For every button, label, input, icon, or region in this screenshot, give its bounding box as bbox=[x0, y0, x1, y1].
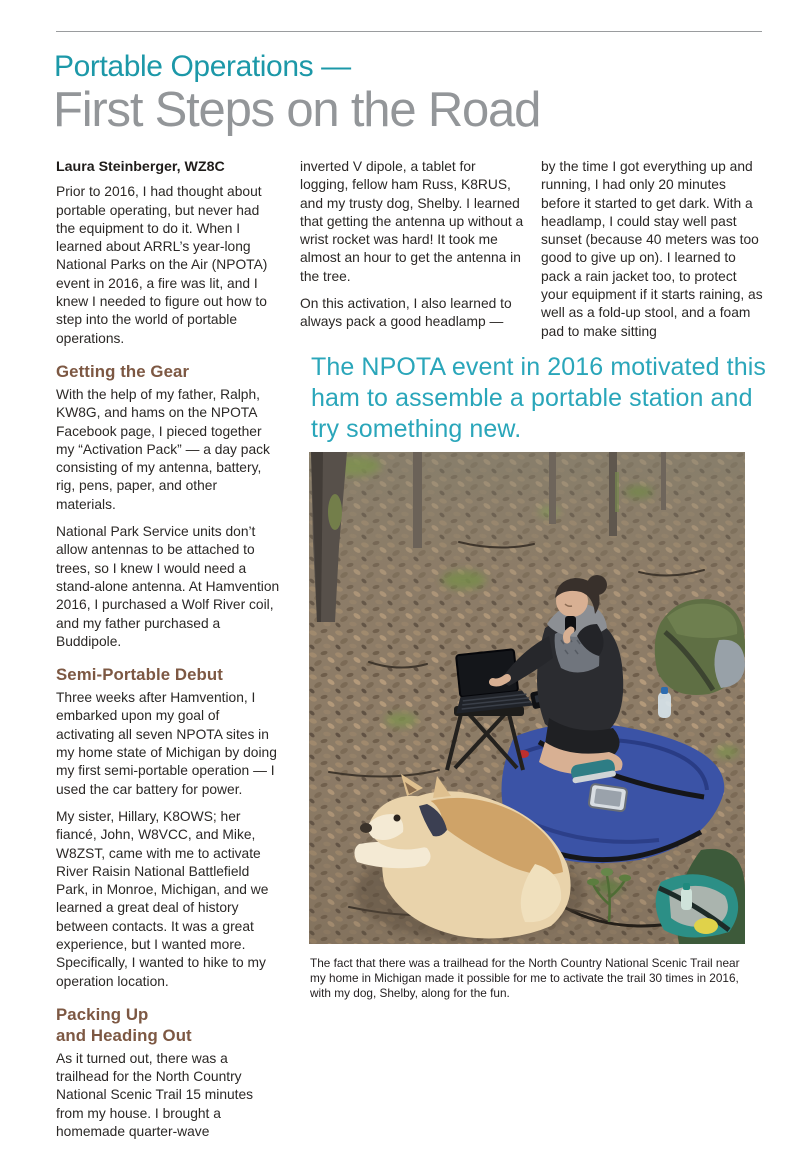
section-heading: Semi-Portable Debut bbox=[56, 665, 223, 685]
text-column-2 bbox=[300, 158, 524, 341]
photo-caption: The fact that there was a trailhead for the North Country National Scenic Trail near my home in Michigan made it possible for me to activate the trail 30 times in 2016, with my dog, Shelby, along for the fun. bbox=[310, 956, 740, 1000]
section-heading: Packing Up and Heading Out bbox=[56, 1004, 192, 1045]
pull-quote: The NPOTA event in 2016 motivated this ham to assemble a portable station and try something new. bbox=[311, 353, 766, 443]
text-column-1 bbox=[56, 158, 280, 1150]
article-photo bbox=[309, 452, 745, 944]
paragraph: On this activation, I also learned to always pack a good headlamp — bbox=[300, 296, 512, 330]
paragraph: With the help of my father, Ralph, KW8G, and hams on the NPOTA Facebook page, I pieced together my “Activation Pack” — a day pack consisting of my antenna, battery, rig, pens, paper, and other materials. bbox=[56, 386, 270, 512]
paragraph: Prior to 2016, I had thought about portable operating, but never had the equipment to do it. When I learned about ARRL’s year-long National Parks on the Air (NPOTA) event in 2016, a fire was lit, and I knew I needed to figure out how to step into the world of portable operations. bbox=[56, 184, 268, 346]
paragraph: by the time I got everything up and running, I had only 20 minutes before it started to get dark. With a headlamp, I could stay well past sunset (because 40 meters was too good to give up on). I learned to pack a rain jacket too, to protect your equipment if it starts raining, as well as a fold-up stool, and a foam pad to make sitting bbox=[541, 159, 763, 339]
section-heading: Getting the Gear bbox=[56, 361, 190, 381]
paragraph: As it turned out, there was a trailhead for the North Country National Scenic Trail 15 minutes from my house. I brought a homemade quarter-wave bbox=[56, 1050, 254, 1140]
paragraph: National Park Service units don’t allow antennas to be attached to trees, so I knew I would need a stand-alone antenna. At Hamvention 2016, I purchased a Wolf River coil, and my father purchased a Buddipole. bbox=[56, 524, 280, 649]
byline: Laura Steinberger, WZ8C bbox=[56, 159, 225, 175]
photo-illustration bbox=[309, 452, 745, 944]
paragraph: inverted V dipole, a tablet for logging, fellow ham Russ, K8RUS, and my trusty dog, Shelby. I learned that getting the antenna up without a wrist rocket was hard! It took me almost an hour to get the antenna in the tree. bbox=[300, 159, 524, 284]
article-kicker: Portable Operations — bbox=[54, 50, 351, 83]
header-rule bbox=[56, 31, 762, 32]
paragraph: My sister, Hillary, K8OWS; her fiancé, John, W8VCC, and Mike, W8ZST, came with me to activate River Raisin National Battlefield Park, in Monroe, Michigan, and we learned a great deal of history between contacts. It was a great experience, but I wanted more. Specifically, I wanted to hike to my operation location. bbox=[56, 808, 269, 989]
text-column-3 bbox=[541, 158, 765, 350]
paragraph: Three weeks after Hamvention, I embarked upon my goal of activating all seven NPOTA sites in my home state of Michigan by doing my first semi-portable operation — I used the car battery for power. bbox=[56, 690, 277, 797]
article-title: First Steps on the Road bbox=[53, 83, 541, 137]
